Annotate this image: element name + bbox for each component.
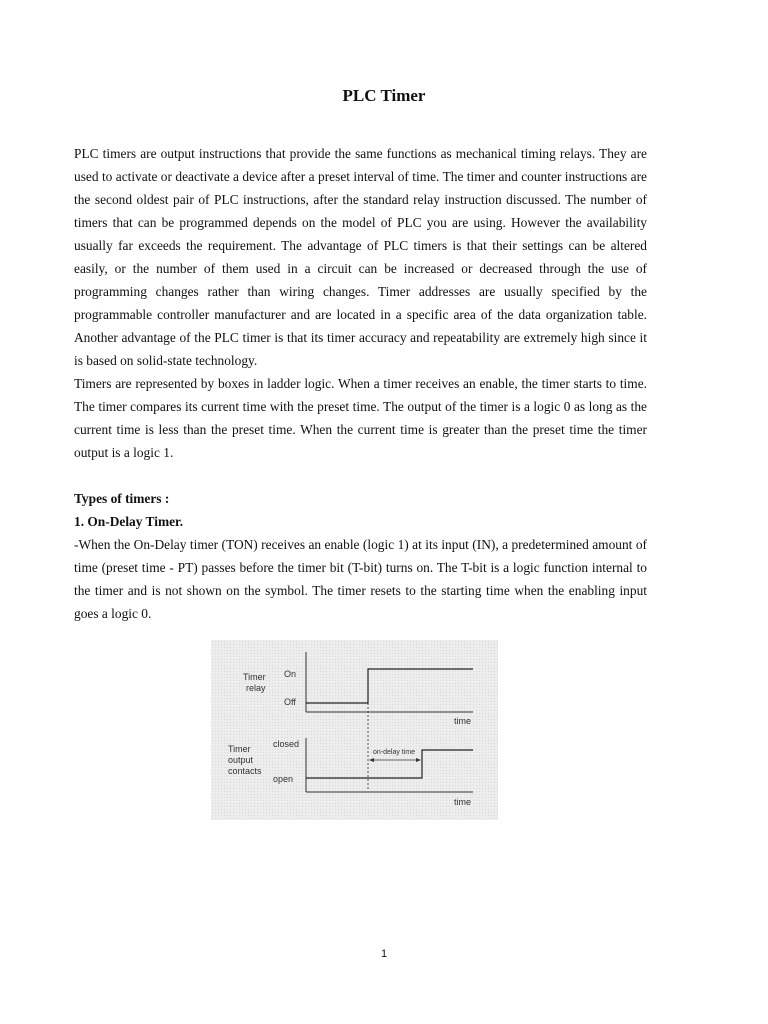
- ondelay-arrow-left-head: [369, 758, 374, 762]
- ondelay-label: on-delay time: [373, 749, 416, 756]
- on-delay-paragraph: -When the On-Delay timer (TON) receives an enable (logic 1) at its input (IN), a predetermined amount of time (preset time - PT) passes before the timer bit (T-bit) turns on. The T-bit is a logic function internal to the timer and is not shown on the symbol. The timer resets to the starting time when the enabling input goes a logic 0.: [74, 537, 647, 621]
- relay-label-2: relay: [246, 683, 266, 693]
- time-label-top: time: [454, 716, 472, 726]
- ladder-logic-paragraph: Timers are represented by boxes in ladder logic. When a timer receives an enable, the timer starts to time. The timer compares its current time with the preset time. The output of the timer is a logic 0 as long as the current time is less than the preset time. When the current time is greater than the preset time the timer output is a logic 1.: [74, 376, 647, 460]
- timing-diagram-svg: [211, 640, 498, 820]
- contacts-label-3: contacts: [228, 766, 262, 776]
- off-label: Off: [284, 697, 296, 707]
- page-number: 1: [380, 948, 388, 960]
- contacts-label-2: output: [228, 755, 254, 765]
- relay-signal: [306, 669, 473, 703]
- intro-paragraph: PLC timers are output instructions that provide the same functions as mechanical timing relays. They are used to activate or deactivate a device after a preset interval of time. The timer and counter instructions are the second oldest pair of PLC instructions, after the standard relay instruction discussed. The number of timers that can be programmed depends on the model of PLC you are using. However the availability usually far exceeds the requirement. The advantage of PLC timers is that their settings can be altered easily, or the number of them used in a circuit can be increased or decreased through the use of programming changes rather than wiring changes. Timer addresses are usually specified by the programmable controller manufacturer and are located in a specific area of the data organization table. Another advantage of the PLC timer is that its timer accuracy and repeatability are extremely high since it is based on solid-state technology.: [74, 146, 647, 368]
- page-title: PLC Timer: [342, 86, 426, 105]
- time-label-bottom: time: [454, 797, 472, 807]
- open-label: open: [273, 774, 294, 784]
- ondelay-arrow-right-head: [416, 758, 421, 762]
- relay-label-1: Timer: [243, 672, 266, 682]
- on-label: On: [284, 669, 297, 679]
- on-delay-heading: 1. On-Delay Timer.: [74, 514, 184, 529]
- contacts-label-1: Timer: [228, 744, 251, 754]
- closed-label: closed: [273, 739, 300, 749]
- timing-diagram: [211, 640, 498, 820]
- types-heading: Types of timers :: [74, 491, 170, 506]
